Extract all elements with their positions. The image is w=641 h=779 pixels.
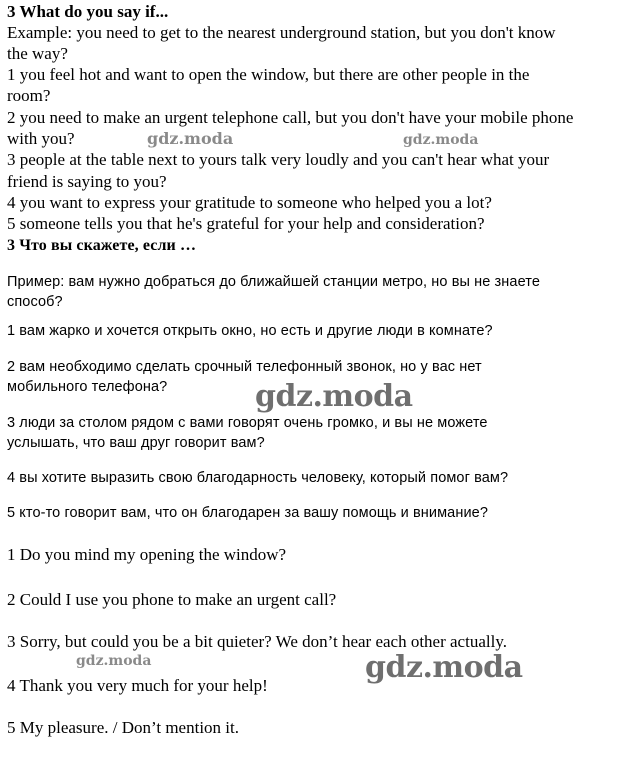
watermark-3: gdz.moda <box>255 379 413 414</box>
english-item4: 4 you want to express your gratitude to someone who helped you a lot? <box>7 193 492 212</box>
answer-5: 5 My pleasure. / Don’t mention it. <box>7 718 239 737</box>
english-item3-line1: 3 people at the table next to yours talk very loudly and you can't hear what your <box>7 150 550 169</box>
russian-item3-line1: 3 люди за столом рядом с вами говорят очень громко, и вы не можете <box>7 415 488 431</box>
answer-4: 4 Thank you very much for your help! <box>7 676 268 695</box>
russian-item1: 1 вам жарко и хочется открыть окно, но есть и другие люди в комнате? <box>7 323 493 339</box>
english-item1-line2: room? <box>7 86 51 105</box>
english-example-line2: the way? <box>7 44 68 63</box>
russian-item4: 4 вы хотите выразить свою благодарность человеку, который помог вам? <box>7 470 509 486</box>
russian-item3-line2: услышать, что ваш друг говорит вам? <box>7 435 265 451</box>
english-heading: 3 What do you say if... <box>7 2 169 21</box>
answer-3: 3 Sorry, but could you be a bit quieter? We don’t hear each other actually. <box>7 632 507 651</box>
english-item2-line1: 2 you need to make an urgent telephone call, but you don't have your mobile phone <box>7 108 574 127</box>
english-item1-line1: 1 you feel hot and want to open the window, but there are other people in the <box>7 65 530 84</box>
english-item5: 5 someone tells you that he's grateful for your help and consideration? <box>7 214 485 233</box>
watermark-5: gdz.moda <box>365 650 523 685</box>
watermark-1: gdz.moda <box>147 129 234 148</box>
russian-example-line2: способ? <box>7 294 63 310</box>
russian-item2-line1: 2 вам необходимо сделать срочный телефонный звонок, но у вас нет <box>7 359 482 375</box>
english-item3-line2: friend is saying to you? <box>7 172 167 191</box>
russian-item5: 5 кто-то говорит вам, что он благодарен за вашу помощь и внимание? <box>7 505 488 521</box>
english-example-line1: Example: you need to get to the nearest underground station, but you don't know <box>7 23 556 42</box>
watermark-2: gdz.moda <box>403 132 479 148</box>
english-item2-line2: with you? <box>7 129 75 148</box>
watermark-4: gdz.moda <box>76 653 152 669</box>
answer-2: 2 Could I use you phone to make an urgent call? <box>7 590 337 609</box>
russian-heading: 3 Что вы скажете, если … <box>7 237 197 254</box>
russian-item2-line2: мобильного телефона? <box>7 379 168 395</box>
russian-example-line1: Пример: вам нужно добраться до ближайшей станции метро, но вы не знаете <box>7 274 540 290</box>
answer-1: 1 Do you mind my opening the window? <box>7 545 287 564</box>
